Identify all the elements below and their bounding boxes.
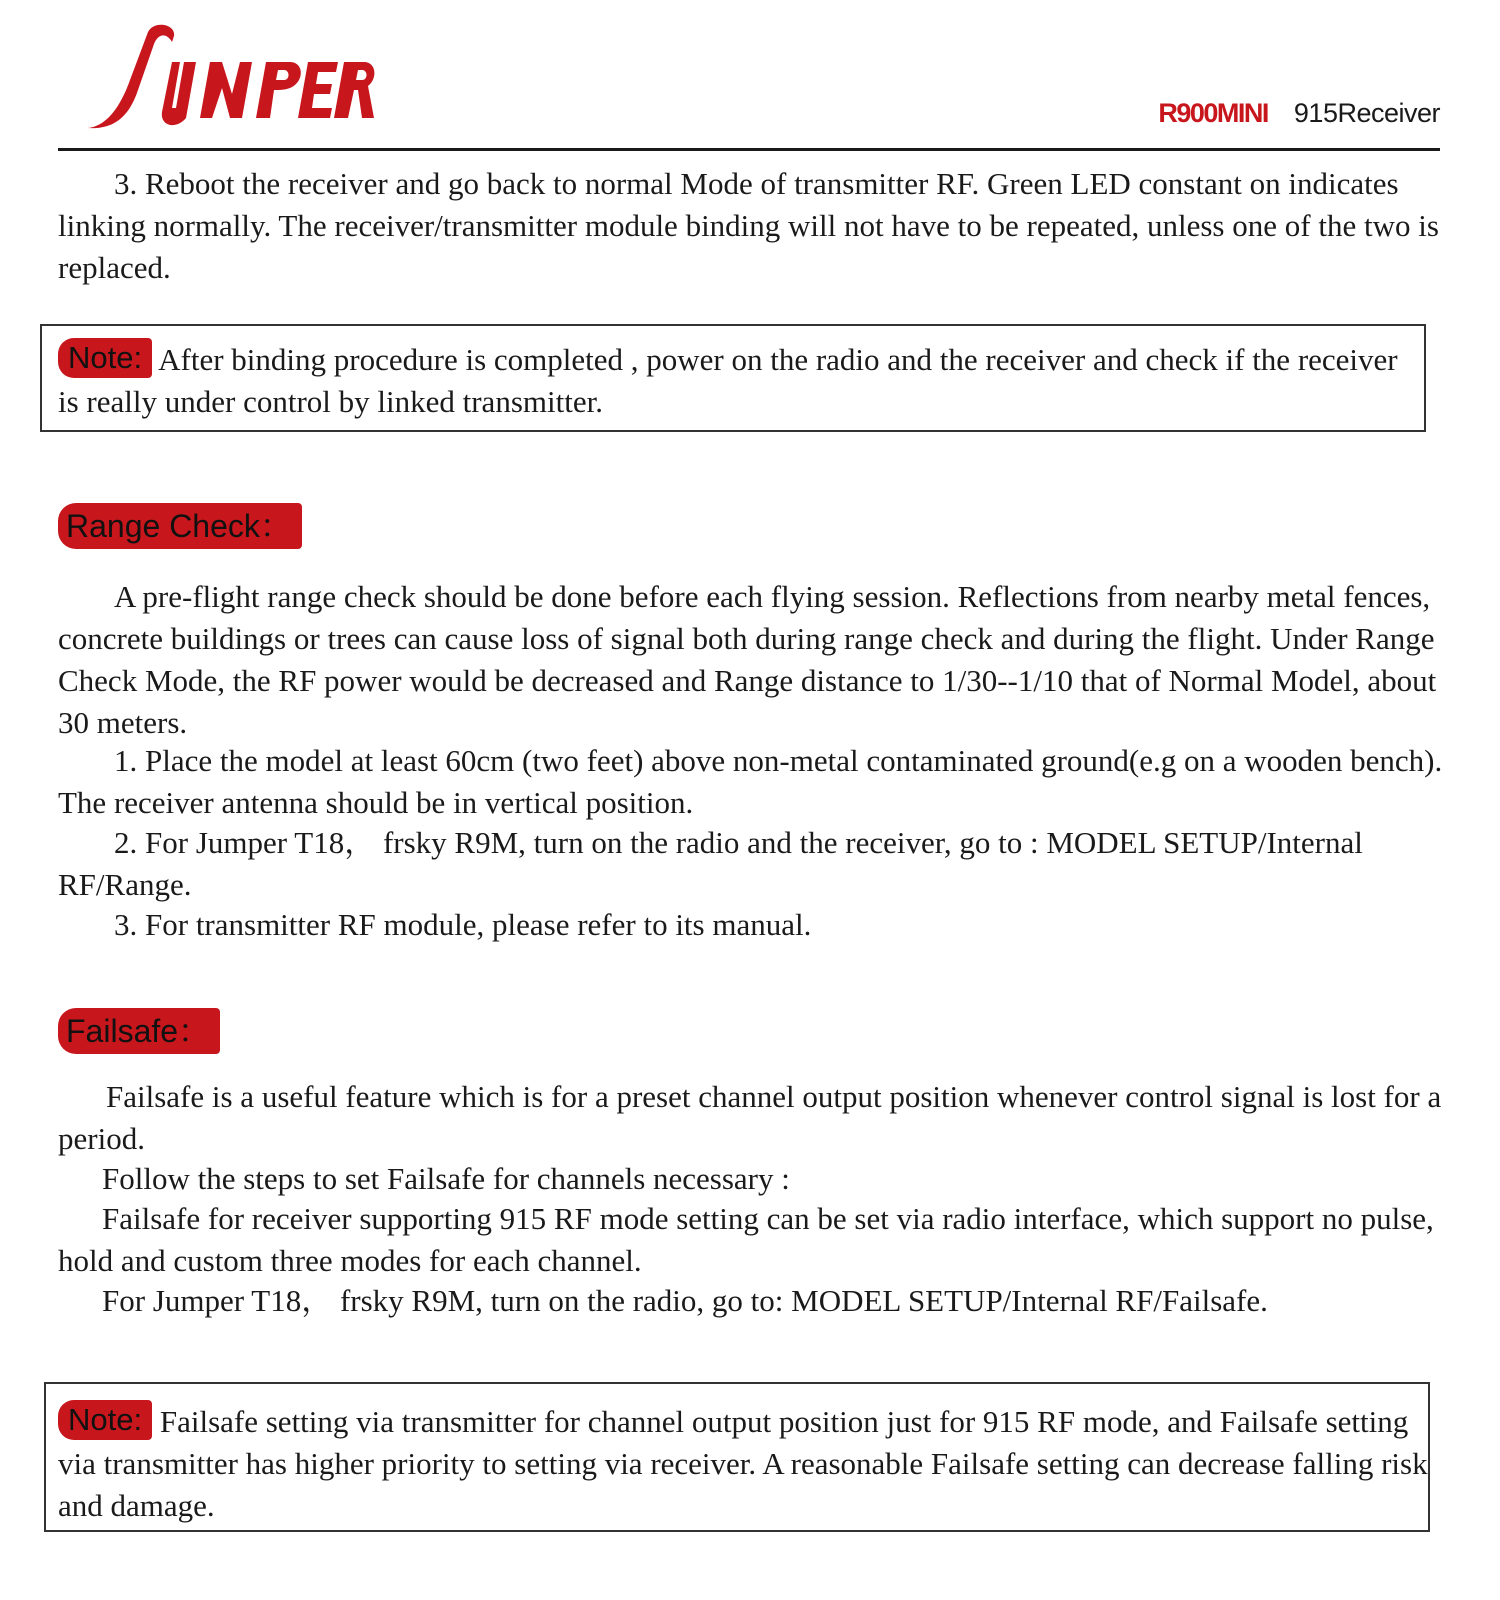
note-box-failsafe xyxy=(44,1382,1430,1532)
range-check-step-2: 2. For Jumper T18， frsky R9M, turn on the radio and the receiver, go to : MODEL SETUP/Internal RF/Range. xyxy=(58,825,1363,902)
note-text: After binding procedure is completed , power on the radio and the receiver and check if the receiver is really under control by linked transmitter. xyxy=(58,342,1398,419)
failsafe-intro: Failsafe is a useful feature which is for a preset channel output position whenever control signal is lost for a period. xyxy=(58,1079,1442,1156)
failsafe-jumper-path: For Jumper T18， frsky R9M, turn on the radio, go to: MODEL SETUP/Internal RF/Failsafe. xyxy=(102,1283,1268,1318)
note-badge: Note: xyxy=(58,338,152,378)
note-text: Failsafe setting via transmitter for channel output position just for 915 RF mode, and Failsafe setting via transmitter has higher priority to setting via receiver. A reasonable Failsafe setting can decrease falling risk and damage. xyxy=(58,1404,1428,1523)
brand-text: JUMPER xyxy=(76,22,80,23)
range-check-step-3: 3. For transmitter RF module, please refer to its manual. xyxy=(114,907,812,942)
range-check-intro: A pre-flight range check should be done before each flying session. Reflections from nearby metal fences, concrete buildings or trees can cause loss of signal both during range check and during the flight. Under Range Check Mode, the RF power would be decreased and Range distance to 1/30--1/10 that of Normal Model, about 30 meters. xyxy=(58,579,1437,740)
model-name: 915Receiver xyxy=(1293,98,1440,128)
failsafe-receiver-info: Failsafe for receiver supporting 915 RF mode setting can be set via radio interface, which support no pulse, hold and custom three modes for each channel. xyxy=(58,1201,1434,1278)
page-header xyxy=(58,0,1440,151)
model-code: R900MINI xyxy=(1158,98,1268,128)
note-badge: Note: xyxy=(58,1400,152,1440)
binding-step-3: 3. Reboot the receiver and go back to normal Mode of transmitter RF. Green LED constant on indicates linking normally. The receiver/transmitter module binding will not have to be repeated, unless one of the two is replaced. xyxy=(58,166,1439,285)
range-check-step-1: 1. Place the model at least 60cm (two feet) above non-metal contaminated ground(e.g on a wooden bench). The receiver antenna should be in vertical position. xyxy=(58,743,1443,820)
range-check-heading: Range Check： xyxy=(58,503,302,549)
jumper-logo xyxy=(76,22,376,134)
failsafe-heading: Failsafe： xyxy=(58,1008,220,1054)
model-label xyxy=(1158,98,1440,129)
failsafe-steps-intro: Follow the steps to set Failsafe for channels necessary : xyxy=(102,1161,790,1196)
note-box-binding xyxy=(40,324,1426,432)
